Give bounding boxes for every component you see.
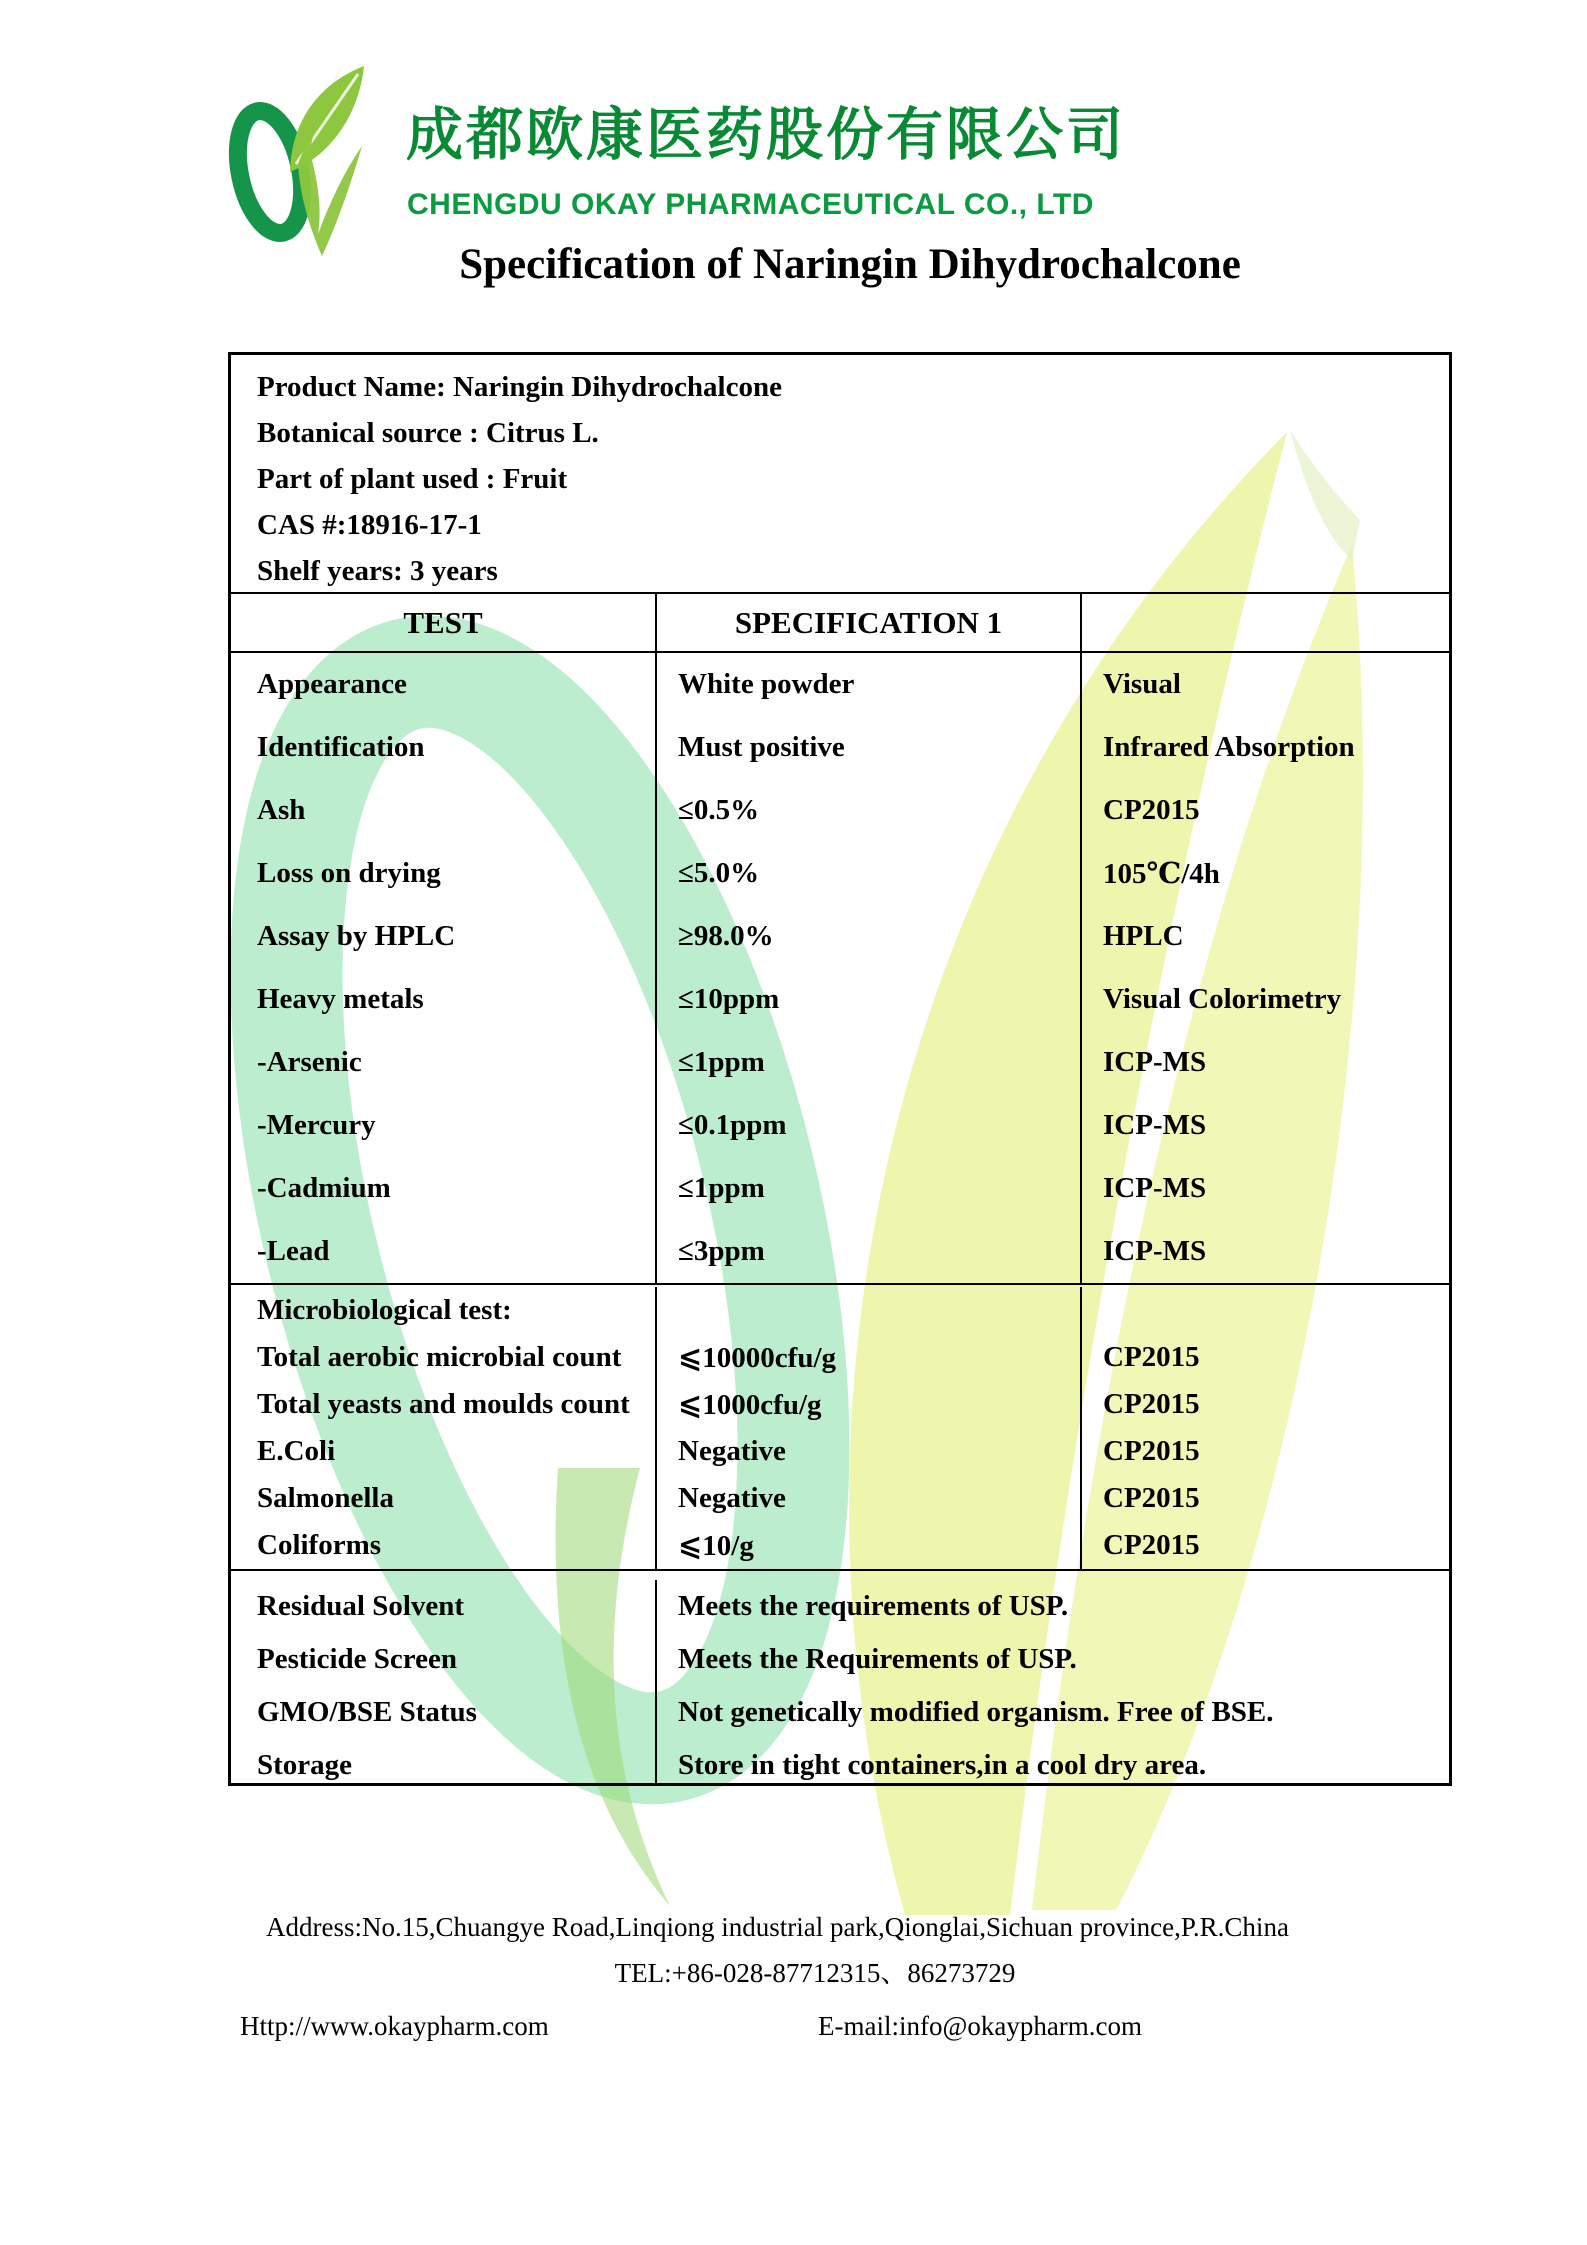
footer-tel: TEL:+86-028-87712315、86273729 bbox=[614, 1958, 1016, 1988]
test-name-cell: Total aerobic microbial count bbox=[257, 1341, 622, 1373]
specification-cell bbox=[657, 1287, 1080, 1334]
table-column bbox=[1082, 1287, 1449, 1569]
product-info-line: Shelf years: 3 years bbox=[257, 555, 498, 587]
value-cell: Meets the requirements of USP. bbox=[678, 1590, 1069, 1622]
specification-cell: Negative bbox=[678, 1435, 786, 1467]
product-info-line: Botanical source : Citrus L. bbox=[257, 417, 599, 449]
product-info-line: CAS #:18916-17-1 bbox=[257, 509, 482, 541]
method-cell bbox=[1082, 1287, 1449, 1334]
specification-cell: ≤10ppm bbox=[678, 983, 780, 1015]
method-cell: Infrared Absorption bbox=[1103, 731, 1355, 763]
test-name-cell: Residual Solvent bbox=[257, 1590, 465, 1622]
method-cell: 105℃/4h bbox=[1103, 858, 1220, 890]
test-name-cell: Assay by HPLC bbox=[257, 920, 456, 952]
method-cell: HPLC bbox=[1103, 920, 1184, 952]
test-name-cell: Total yeasts and moulds count bbox=[257, 1388, 630, 1420]
footer-email: E-mail:info@okaypharm.com bbox=[818, 2011, 1143, 2041]
method-cell: ICP-MS bbox=[1103, 1109, 1207, 1141]
company-name-english: CHENGDU OKAY PHARMACEUTICAL CO., LTD bbox=[407, 188, 1094, 221]
specification-cell: ⩽10/g bbox=[678, 1530, 754, 1562]
specification-cell: ≥98.0% bbox=[678, 920, 774, 952]
specification-cell: White powder bbox=[678, 668, 855, 700]
method-cell: CP2015 bbox=[1103, 1341, 1200, 1373]
test-name-cell: -Mercury bbox=[257, 1109, 376, 1141]
value-cell: Store in tight containers,in a cool dry area. bbox=[678, 1749, 1207, 1781]
specification-cell: ⩽1000cfu/g bbox=[678, 1389, 822, 1421]
test-name-cell: Identification bbox=[257, 731, 425, 763]
specification-cell: ≤0.5% bbox=[678, 794, 760, 826]
specification-cell: ≤1ppm bbox=[678, 1172, 765, 1204]
product-info-line: Part of plant used : Fruit bbox=[257, 463, 568, 495]
product-info-section bbox=[231, 355, 1449, 594]
method-cell: CP2015 bbox=[1103, 1529, 1200, 1561]
specification-cell: ≤1ppm bbox=[678, 1046, 765, 1078]
general-status-section bbox=[231, 1571, 1449, 1783]
method-cell: CP2015 bbox=[1103, 1435, 1200, 1467]
test-name-cell: GMO/BSE Status bbox=[257, 1696, 477, 1728]
footer-address: Address:No.15,Chuangye Road,Linqiong industrial park,Qionglai,Sichuan province,P.R.China bbox=[266, 1912, 1289, 1942]
table-header-specification: SPECIFICATION 1 bbox=[657, 594, 1082, 651]
table-header-row bbox=[231, 594, 1449, 653]
company-name-chinese: 成都欧康医药股份有限公司 bbox=[406, 103, 1126, 167]
specification-cell: ≤5.0% bbox=[678, 857, 760, 889]
document-title: Specification of Naringin Dihydrochalcone bbox=[459, 241, 1241, 288]
specification-cell: Negative bbox=[678, 1482, 786, 1514]
table-column bbox=[231, 1287, 657, 1569]
table-column bbox=[657, 653, 1082, 1283]
specification-cell: ⩽10000cfu/g bbox=[678, 1342, 837, 1374]
footer-website: Http://www.okaypharm.com bbox=[240, 2011, 549, 2041]
specification-table bbox=[228, 352, 1452, 1786]
test-name-cell: E.Coli bbox=[257, 1435, 336, 1467]
value-cell: Meets the Requirements of USP. bbox=[678, 1643, 1077, 1675]
method-cell: Visual bbox=[1103, 668, 1181, 700]
table-column bbox=[231, 653, 657, 1283]
table-column bbox=[657, 1287, 1082, 1569]
specification-cell: Must positive bbox=[678, 731, 845, 763]
spec-rows-section bbox=[231, 653, 1449, 1285]
table-header-test: TEST bbox=[231, 594, 657, 651]
test-name-cell: Storage bbox=[257, 1749, 353, 1781]
test-name-cell: Microbiological test: bbox=[257, 1294, 512, 1326]
test-name-cell: -Arsenic bbox=[257, 1046, 362, 1078]
method-cell: ICP-MS bbox=[1103, 1172, 1207, 1204]
product-info-line: Product Name: Naringin Dihydrochalcone bbox=[257, 371, 782, 403]
specification-cell: ≤3ppm bbox=[678, 1235, 765, 1267]
test-name-cell: Loss on drying bbox=[257, 857, 441, 889]
method-cell: ICP-MS bbox=[1103, 1046, 1207, 1078]
microbiological-section bbox=[231, 1285, 1449, 1571]
table-column bbox=[1082, 653, 1449, 1283]
test-name-cell: Heavy metals bbox=[257, 983, 424, 1015]
specification-cell: ≤0.1ppm bbox=[678, 1109, 787, 1141]
test-name-cell: Ash bbox=[257, 794, 306, 826]
test-name-cell: Salmonella bbox=[257, 1482, 394, 1514]
test-name-cell: Pesticide Screen bbox=[257, 1643, 457, 1675]
method-cell: CP2015 bbox=[1103, 1388, 1200, 1420]
test-name-cell: -Lead bbox=[257, 1235, 330, 1267]
value-cell: Not genetically modified organism. Free of BSE. bbox=[678, 1696, 1274, 1728]
method-cell: Visual Colorimetry bbox=[1103, 983, 1342, 1015]
table-header-method bbox=[1082, 594, 1449, 651]
method-cell: CP2015 bbox=[1103, 1482, 1200, 1514]
method-cell: ICP-MS bbox=[1103, 1235, 1207, 1267]
table-column bbox=[231, 1580, 657, 1783]
test-name-cell: Appearance bbox=[257, 668, 407, 700]
method-cell: CP2015 bbox=[1103, 794, 1200, 826]
test-name-cell: -Cadmium bbox=[257, 1172, 391, 1204]
test-name-cell: Coliforms bbox=[257, 1529, 382, 1561]
table-column bbox=[657, 1580, 1449, 1783]
